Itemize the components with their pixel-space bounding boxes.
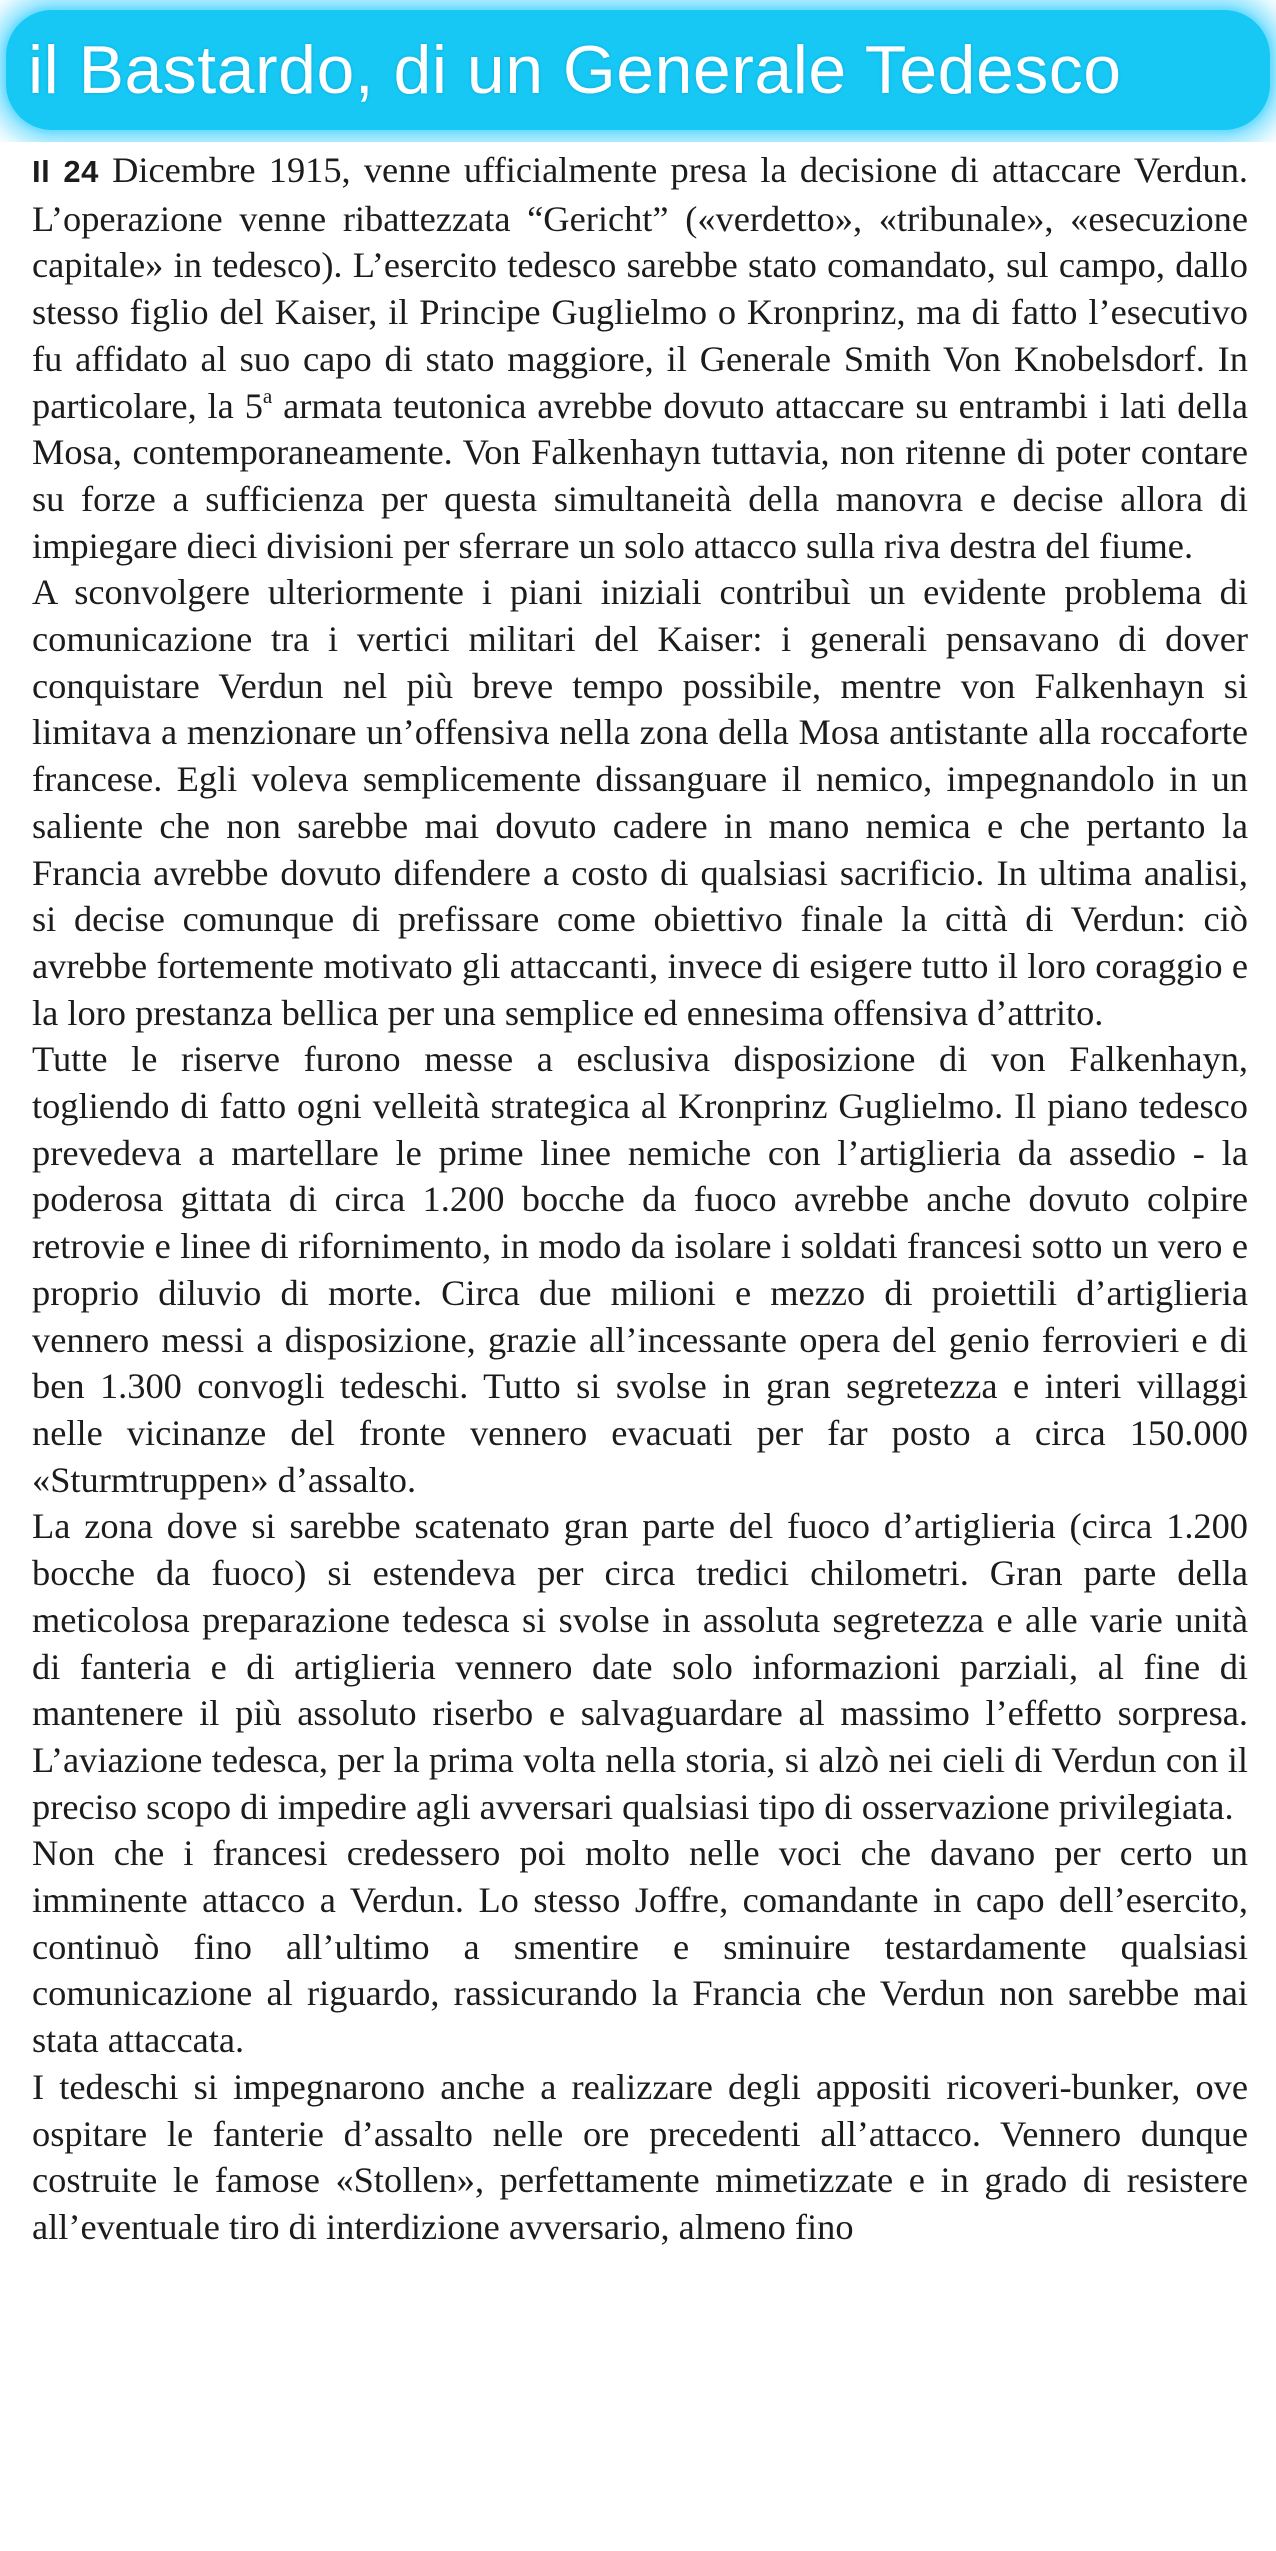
- paragraph-4: La zona dove si sarebbe scatenato gran parte del fuoco d’artiglieria (circa 1.200 bocche da fuoco) si estendeva per circa tredici chilometri. Gran parte della meticolosa preparazione tedesca si svolse in assoluta segretezza e alle varie unità di fanteria e di artiglieria vennero date solo informazioni parziali, al fine di mantenere il più assoluto riserbo e salvaguardare al massimo l’effetto sorpresa. L’aviazione tedesca, per la prima volta nella storia, si alzò nei cieli di Verdun con il preciso scopo di impedire agli avversari qualsiasi tipo di osservazione privilegiata.: [32, 1506, 1248, 1827]
- paragraph-1-text-b: armata teutonica avrebbe dovuto attaccare su entrambi i lati della Mosa, contemporaneamente. Von Falkenhayn tuttavia, non ritenne di poter contare su forze a sufficienza per questa simultaneità della manovra e decise allora di impiegare dieci divisioni per sferrare un solo attacco sulla riva destra del fiume.: [32, 385, 1248, 566]
- lead-in-small-caps: Il 24: [32, 154, 99, 189]
- article-body: [32, 147, 1248, 2251]
- ordinal-superscript: a: [262, 383, 273, 408]
- paragraph-6: I tedeschi si impegnarono anche a realizzare degli appositi ricoveri-bunker, ove ospitare le fanterie d’assalto nelle ore precedenti all’attacco. Vennero dunque costruite le famose «Stollen», perfettamente mimetizzate e in grado di resistere all’eventuale tiro di interdizione avversario, almeno fino: [32, 2066, 1248, 2247]
- paragraph-2: A sconvolgere ulteriormente i piani iniziali contribuì un evidente problema di comunicazione tra i vertici militari del Kaiser: i generali pensavano di dover conquistare Verdun nel più breve tempo possibile, mentre von Falkenhayn si limitava a menzionare un’offensiva nella zona della Mosa antistante alla roccaforte francese. Egli voleva semplicemente dissanguare il nemico, impegnandolo in un saliente che non sarebbe mai dovuto cadere in mano nemica e che pertanto la Francia avrebbe dovuto difendere a costo di qualsiasi sacrificio. In ultima analisi, si decise comunque di prefissare come obiettivo finale la città di Verdun: ciò avrebbe fortemente motivato gli attaccanti, invece di esigere tutto il loro coraggio e la loro prestanza bellica per una semplice ed ennesima offensiva d’attrito.: [32, 572, 1248, 1033]
- paragraph-1: [32, 147, 1248, 569]
- title-banner: [0, 0, 1276, 142]
- paragraph-1-text-a: Dicembre 1915, venne ufficialmente presa la decisione di attaccare Verdun. L’operazione venne ribattezzata “Gericht” («verdetto», «tribunale», «esecuzione capitale» in tedesco). L’esercito tedesco sarebbe stato comandato, sul campo, dallo stesso figlio del Kaiser, il Principe Guglielmo o Kronprinz, ma di fatto l’esecutivo fu affidato al suo capo di stato maggiore, il Generale Smith Von Knobelsdorf. In particolare, la 5: [32, 150, 1248, 426]
- paragraph-3: Tutte le riserve furono messe a esclusiva disposizione di von Falkenhayn, togliendo di fatto ogni velleità strategica al Kronprinz Guglielmo. Il piano tedesco prevedeva a martellare le prime linee nemiche con l’artiglieria da assedio - la poderosa gittata di circa 1.200 bocche da fuoco avrebbe anche dovuto colpire retrovie e linee di rifornimento, in modo da isolare i soldati francesi sotto un vero e proprio diluvio di morte. Circa due milioni e mezzo di proiettili d’artiglieria vennero messi a disposizione, grazie all’incessante opera del genio ferrovieri e di ben 1.300 convogli tedeschi. Tutto si svolse in gran segretezza e interi villaggi nelle vicinanze del fronte vennero evacuati per far posto a circa 150.000 «Sturmtruppen» d’assalto.: [32, 1039, 1248, 1500]
- page-title: il Bastardo, di un Generale Tedesco: [28, 32, 1122, 108]
- paragraph-5: Non che i francesi credessero poi molto nelle voci che davano per certo un imminente attacco a Verdun. Lo stesso Joffre, comandante in capo dell’esercito, continuò fino all’ultimo a smentire e sminuire testardamente qualsiasi comunicazione al riguardo, rassicurando la Francia che Verdun non sarebbe mai stata attaccata.: [32, 1833, 1248, 2061]
